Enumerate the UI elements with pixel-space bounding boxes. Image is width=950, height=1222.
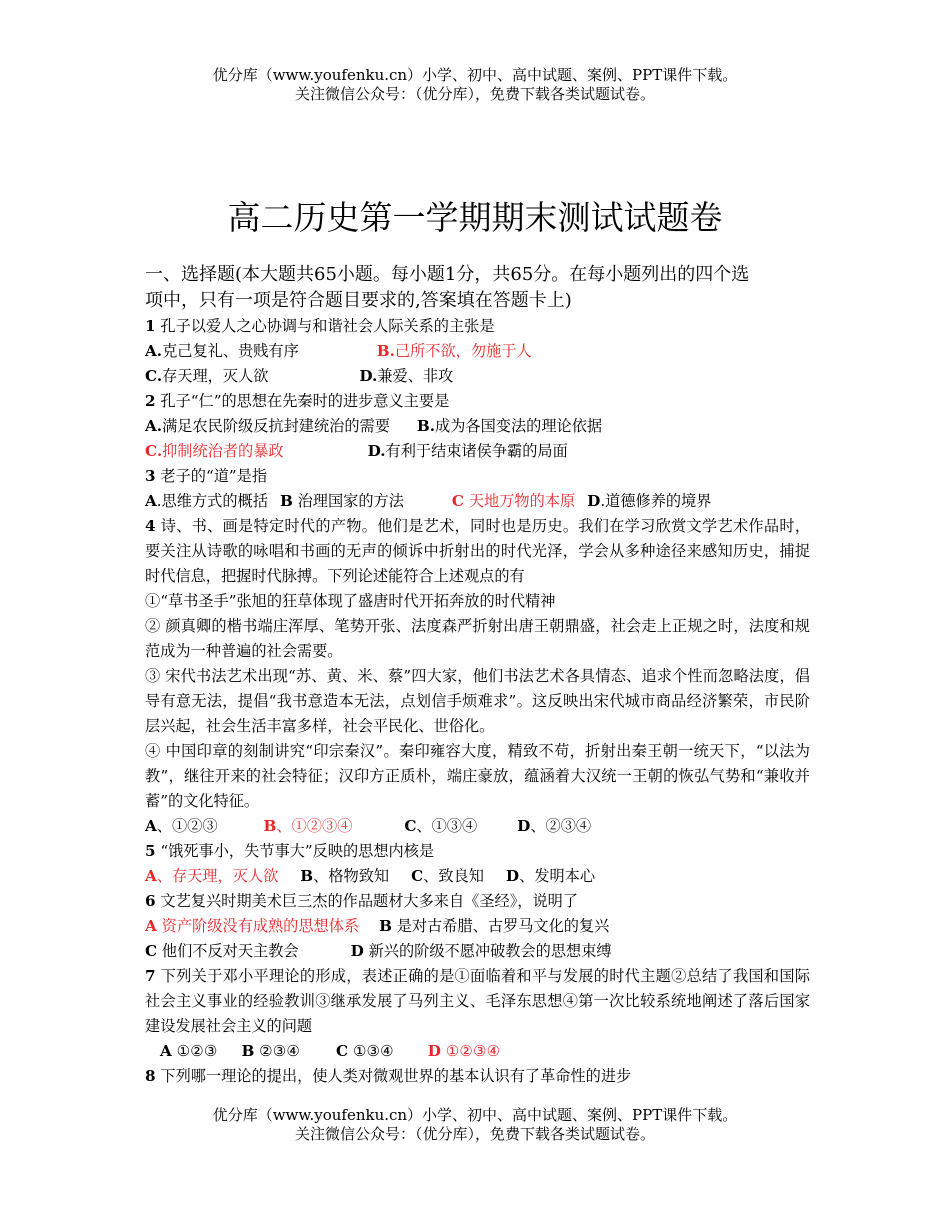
section-intro-line-1: 一、选择题(本大题共65小题。每小题1分，共65分。在每小题列出的四个选 <box>145 264 750 285</box>
question-5-options <box>145 864 810 889</box>
option-letter: D <box>587 492 601 510</box>
option-letter: C. <box>145 442 163 460</box>
page-header <box>0 66 950 104</box>
option-c: ①③④ <box>352 1042 394 1060</box>
option-letter: D. <box>359 367 378 385</box>
option-letter: C <box>336 1042 349 1060</box>
option-letter: B <box>279 492 293 510</box>
question-1-stem <box>145 314 810 339</box>
option-b: ②③④ <box>259 1042 301 1060</box>
question-number: 8 <box>145 1067 156 1085</box>
option-a: 满足农民阶级反抗封建统治的需要 <box>162 417 390 435</box>
question-4-stem <box>145 514 810 589</box>
option-a: 克己复礼、贵贱有序 <box>162 342 299 360</box>
question-4-statement-2: ② 颜真卿的楷书端庄浑厚、笔势开张、法度森严折射出唐王朝鼎盛，社会走上正规之时，法度和规范成为一种普遍的社会需要。 <box>145 617 810 660</box>
question-number: 6 <box>145 892 156 910</box>
option-a: ①②③ <box>176 1042 218 1060</box>
option-c-answer: 抑制统治者的暴政 <box>162 442 284 460</box>
page-title: 高二历史第一学期期末测试试题卷 <box>227 198 723 237</box>
question-number: 1 <box>145 317 156 335</box>
option-letter: A <box>145 817 157 835</box>
option-c: 他们不反对天主教会 <box>161 942 299 960</box>
question-4-statement-3: ③ 宋代书法艺术出现“苏、黄、米、蔡”四大家，他们书法艺术各具情态、追求个性而忽略法度，倡导有意无法，提倡“我书意造本无法，点划信手烦难求”。这反映出宋代城市商品经济繁荣，市民阶层兴起，社会生活丰富多样，社会平民化、世俗化。 <box>145 667 810 735</box>
header-line-1: 优分库（www.youfenku.cn）小学、初中、高中试题、案例、PPT课件下载。 <box>212 66 738 84</box>
question-text: 文艺复兴时期美术巨三杰的作品题材大多来自《圣经》，说明了 <box>160 892 579 910</box>
page-footer <box>0 1106 950 1144</box>
option-letter: B. <box>376 342 395 360</box>
option-a: .思维方式的概括 <box>156 492 268 510</box>
question-3-stem <box>145 464 810 489</box>
option-letter: B. <box>416 417 436 435</box>
option-letter: C. <box>145 367 163 385</box>
question-2-options-ab <box>145 414 810 439</box>
option-d: 、发明本心 <box>519 867 596 885</box>
option-c: 、①③④ <box>416 817 478 835</box>
question-1-options-ab <box>145 339 810 364</box>
question-text: 老子的“道”是指 <box>160 467 268 485</box>
option-b-answer: 己所不欲，勿施于人 <box>394 342 532 360</box>
question-number: 2 <box>145 392 156 410</box>
option-letter: C <box>404 817 417 835</box>
question-5-stem <box>145 839 810 864</box>
option-letter: D <box>427 1042 441 1060</box>
option-c: 、致良知 <box>423 867 484 885</box>
question-text: 孔子“仁”的思想在先秦时的进步意义主要是 <box>160 392 450 410</box>
option-letter: D <box>350 942 364 960</box>
option-d: .道德修养的境界 <box>600 492 712 510</box>
option-letter: B <box>379 917 392 935</box>
footer-line-1: 优分库（www.youfenku.cn）小学、初中、高中试题、案例、PPT课件下载。 <box>212 1106 738 1124</box>
option-d: 新兴的阶级不愿冲破教会的思想束缚 <box>368 942 612 960</box>
option-c-answer: 天地万物的本原 <box>468 492 576 510</box>
question-text: 下列哪一理论的提出，使人类对微观世界的基本认识有了革命性的进步 <box>160 1067 632 1085</box>
option-letter: C <box>411 867 424 885</box>
option-b: 治理国家的方法 <box>297 492 404 510</box>
question-number: 3 <box>145 467 156 485</box>
question-number: 5 <box>145 842 156 860</box>
option-letter: A <box>145 917 157 935</box>
option-b: 成为各国变法的理论依据 <box>435 417 603 435</box>
option-letter: B <box>263 817 277 835</box>
option-a: 、①②③ <box>156 817 218 835</box>
option-b: 是对古希腊、古罗马文化的复兴 <box>396 917 610 935</box>
question-8-stem <box>145 1064 810 1089</box>
question-2-stem <box>145 389 810 414</box>
option-letter: A <box>145 867 157 885</box>
footer-line-2: 关注微信公众号：（优分库），免费下载各类试题试卷。 <box>294 1125 655 1143</box>
question-4-options <box>145 814 810 839</box>
option-a-answer: 、存天理，灭人欲 <box>156 867 279 885</box>
option-letter: C <box>451 492 465 510</box>
option-d: 兼爱、非攻 <box>377 367 454 385</box>
option-c: 存天理，灭人欲 <box>162 367 269 385</box>
option-a-answer: 资产阶级没有成熟的思想体系 <box>161 917 360 935</box>
question-6-options-ab <box>145 914 810 939</box>
question-4-statement-1: ①“草书圣手”张旭的狂草体现了盛唐时代开拓奔放的时代精神 <box>145 592 556 610</box>
option-letter: A <box>160 1042 172 1060</box>
option-d: 、②③④ <box>530 817 592 835</box>
question-1-options-cd <box>145 364 810 389</box>
header-line-2: 关注微信公众号：（优分库），免费下载各类试题试卷。 <box>294 85 655 103</box>
question-text: 诗、书、画是特定时代的产物。他们是艺术，同时也是历史。我们在学习欣赏文学艺术作品时，要关注从诗歌的咏唱和书画的无声的倾诉中折射出的时代光泽，学会从多种途径来感知历史，捕捉时代信息，把握时代脉搏。下列论述能符合上述观点的有 <box>145 517 811 585</box>
question-6-stem <box>145 889 810 914</box>
option-d: 有利于结束诸侯争霸的局面 <box>385 442 568 460</box>
option-letter: C <box>145 942 158 960</box>
question-text: 下列关于邓小平理论的形成，表述正确的是①面临着和平与发展的时代主题②总结了我国和国际社会主义事业的经验教训③继承发展了马列主义、毛泽东思想④第一次比较系统地阐述了落后国家建设发展社会主义的问题 <box>145 967 811 1035</box>
option-b-answer: 、①②③④ <box>276 817 353 835</box>
question-7-stem <box>145 964 810 1039</box>
option-letter: A <box>145 492 157 510</box>
question-number: 7 <box>145 967 156 985</box>
section-intro-line-2: 项中，只有一项是符合题目要求的,答案填在答题卡上) <box>145 290 572 311</box>
option-letter: D. <box>367 442 386 460</box>
option-b: 、格物致知 <box>313 867 390 885</box>
question-3-options <box>145 489 810 514</box>
question-text: “饿死事小，失节事大”反映的思想内核是 <box>160 842 435 860</box>
question-6-options-cd <box>145 939 810 964</box>
option-letter: A. <box>145 417 163 435</box>
option-letter: D <box>517 817 531 835</box>
question-7-options <box>145 1039 810 1064</box>
question-2-options-cd <box>145 439 810 464</box>
question-4-statement-4: ④ 中国印章的刻制讲究“印宗秦汉”。秦印雍容大度，精致不苟，折射出秦王朝一统天下，“以法为教”，继往开来的社会特征；汉印方正质朴，端庄豪放，蕴涵着大汉统一王朝的恢弘气势和“兼收并蓄”的文化特征。 <box>145 742 810 810</box>
option-d-answer: ①②③④ <box>445 1042 501 1060</box>
option-letter: D <box>505 867 520 885</box>
question-text: 孔子以爱人之心协调与和谐社会人际关系的主张是 <box>160 317 495 335</box>
question-number: 4 <box>145 517 156 535</box>
option-letter: B <box>241 1042 255 1060</box>
option-letter: A. <box>145 342 163 360</box>
question-body <box>145 262 810 1089</box>
option-letter: B <box>300 867 314 885</box>
